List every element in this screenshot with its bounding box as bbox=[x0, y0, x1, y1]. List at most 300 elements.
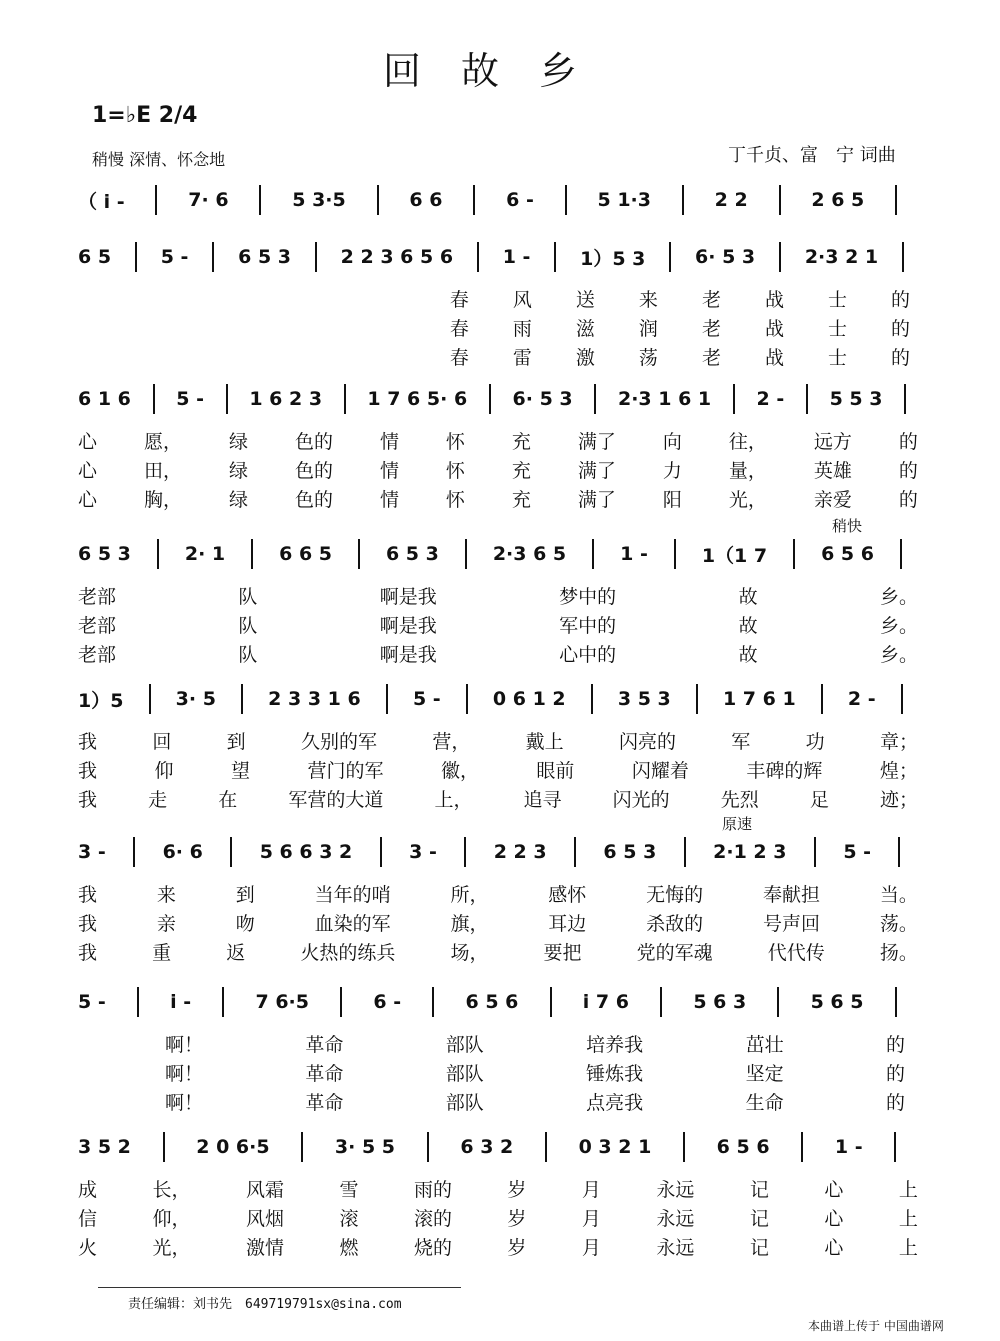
lyric-word: 荡 bbox=[638, 346, 658, 369]
tempo-marking: 稍慢 深情、怀念地 bbox=[92, 150, 226, 169]
lyric-line bbox=[78, 909, 918, 935]
lyric-word: 眼前 bbox=[536, 759, 575, 782]
lyric-word: 绿 bbox=[228, 430, 248, 453]
lyric-word: 亲 bbox=[156, 912, 176, 935]
barline bbox=[377, 185, 379, 215]
upload-credit: 本曲谱上传于 中国曲谱网 bbox=[808, 1319, 944, 1333]
measure: 6· 5 3 bbox=[512, 388, 573, 410]
lyric-word: 色的 bbox=[294, 488, 333, 511]
lyric-word: 岁 bbox=[507, 1207, 527, 1230]
lyric-word: 我 bbox=[78, 941, 98, 964]
barline bbox=[133, 837, 135, 867]
lyric-word: 久别的军 bbox=[300, 730, 377, 753]
lyric-word: 老部 bbox=[78, 643, 117, 666]
lyric-word: 闪光的 bbox=[612, 788, 670, 811]
measure: 5 5 3 bbox=[829, 388, 883, 410]
lyric-word: 足 bbox=[809, 788, 829, 811]
lyric-line bbox=[78, 727, 918, 753]
lyric-word: 故 bbox=[738, 643, 758, 666]
lyric-line bbox=[449, 314, 910, 340]
lyric-word: 战 bbox=[764, 288, 784, 311]
measure: 5 - bbox=[412, 688, 441, 710]
barline bbox=[660, 987, 662, 1017]
lyric-word: 战 bbox=[764, 346, 784, 369]
lyric-word: 雪 bbox=[339, 1178, 359, 1201]
lyric-line bbox=[78, 1204, 918, 1230]
lyric-word: 心 bbox=[824, 1236, 844, 1259]
barline bbox=[155, 185, 157, 215]
lyric-word: 锤炼我 bbox=[586, 1062, 644, 1085]
lyric-word: 点亮我 bbox=[586, 1091, 644, 1114]
measure: 1 7 6 1 bbox=[722, 688, 796, 710]
lyric-word: 徽， bbox=[440, 759, 479, 782]
lyric-word: 胸， bbox=[143, 488, 182, 511]
lyric-line bbox=[449, 343, 910, 369]
barline bbox=[477, 242, 479, 272]
measure: i - bbox=[170, 991, 192, 1013]
measure: 2 0 6·5 bbox=[196, 1136, 270, 1158]
lyric-word: 情 bbox=[379, 459, 399, 482]
score-row bbox=[0, 1130, 1000, 1259]
measure: 6 - bbox=[506, 189, 534, 211]
lyric-word: 的 bbox=[890, 346, 910, 369]
measure: 6 6 5 bbox=[279, 543, 332, 565]
barline bbox=[779, 242, 781, 272]
lyric-word: 啊是我 bbox=[379, 585, 437, 608]
lyric-line bbox=[78, 640, 918, 666]
barline bbox=[574, 837, 576, 867]
measure: 2 - bbox=[756, 388, 785, 410]
measure: 2·1 2 3 bbox=[713, 841, 787, 863]
lyric-word: 到 bbox=[226, 730, 246, 753]
lyric-word: 烧的 bbox=[413, 1236, 452, 1259]
page-title: 回故乡 bbox=[382, 49, 617, 93]
barline bbox=[901, 684, 903, 714]
lyric-word: 愿， bbox=[143, 430, 182, 453]
barline bbox=[591, 684, 593, 714]
footer-divider bbox=[98, 1287, 461, 1288]
lyric-word: 生命 bbox=[745, 1091, 784, 1114]
lyric-word: 充 bbox=[511, 459, 531, 482]
lyric-word: 杀敌的 bbox=[646, 912, 704, 935]
barline bbox=[902, 242, 904, 272]
lyric-line bbox=[78, 582, 918, 608]
measure: 1 - bbox=[834, 1136, 863, 1158]
barline bbox=[682, 185, 684, 215]
lyric-word: 来 bbox=[638, 288, 658, 311]
barline bbox=[135, 242, 137, 272]
lyric-line bbox=[449, 285, 910, 311]
lyric-word: 啊！ bbox=[165, 1091, 204, 1114]
lyric-word: 怀 bbox=[445, 488, 465, 511]
lyric-word: 的 bbox=[890, 317, 910, 340]
measure: 1 7 6 5· 6 bbox=[367, 388, 468, 410]
lyric-word: 雨 bbox=[512, 317, 532, 340]
lyric-word: 返 bbox=[226, 941, 246, 964]
barline bbox=[696, 684, 698, 714]
lyric-word: 队 bbox=[238, 585, 258, 608]
lyric-word: 啊！ bbox=[165, 1033, 204, 1056]
lyric-word: 章； bbox=[879, 730, 918, 753]
lyric-word: 我 bbox=[78, 788, 98, 811]
lyric-word: 来 bbox=[156, 883, 176, 906]
lyric-word: 月 bbox=[581, 1178, 601, 1201]
lyric-word: 岁 bbox=[507, 1178, 527, 1201]
lyric-line bbox=[78, 427, 918, 453]
barline bbox=[380, 837, 382, 867]
lyric-word: 火热的练兵 bbox=[300, 941, 396, 964]
measure: 3 5 3 bbox=[617, 688, 671, 710]
lyric-word: 老部 bbox=[78, 614, 117, 637]
lyric-word: 先烈 bbox=[720, 788, 759, 811]
barline bbox=[684, 837, 686, 867]
lyric-word: 追寻 bbox=[523, 788, 562, 811]
lyric-word: 心 bbox=[78, 459, 98, 482]
lyric-word: 上， bbox=[434, 788, 473, 811]
barline bbox=[386, 684, 388, 714]
measure: 6 5 3 bbox=[238, 246, 291, 268]
lyric-line bbox=[165, 1059, 905, 1085]
lyric-line bbox=[78, 456, 918, 482]
lyric-word: 部队 bbox=[445, 1062, 484, 1085]
measure: 2·3 6 5 bbox=[492, 543, 567, 565]
measure: 2 2 3 bbox=[493, 841, 547, 863]
lyric-word: 田， bbox=[143, 459, 182, 482]
measure: 5 6 5 bbox=[810, 991, 864, 1013]
lyric-word: 啊是我 bbox=[379, 643, 437, 666]
lyric-word: 当。 bbox=[879, 883, 918, 906]
lyric-word: 信 bbox=[78, 1207, 98, 1230]
editor-credit: 责任编辑：刘书先 649719791sx@sina.com bbox=[128, 1297, 402, 1312]
barline bbox=[473, 185, 475, 215]
lyric-word: 重 bbox=[152, 941, 172, 964]
measure: 2 - bbox=[847, 688, 876, 710]
lyric-line bbox=[165, 1030, 905, 1056]
lyric-word: 军 bbox=[731, 730, 751, 753]
lyric-word: 记 bbox=[749, 1236, 769, 1259]
notation-line bbox=[78, 183, 928, 217]
lyric-word: 我 bbox=[78, 912, 98, 935]
measure: 2·3 2 1 bbox=[804, 246, 879, 268]
barline bbox=[894, 1132, 896, 1162]
lyric-word: 色的 bbox=[294, 430, 333, 453]
barline bbox=[683, 1132, 685, 1162]
lyric-word: 绿 bbox=[228, 488, 248, 511]
lyric-word: 革命 bbox=[305, 1091, 344, 1114]
measure: 6 5 bbox=[78, 246, 112, 268]
lyric-word: 我 bbox=[78, 730, 98, 753]
lyric-word: 仰， bbox=[152, 1207, 191, 1230]
tempo-change: 原速 bbox=[722, 815, 753, 833]
lyric-word: 滋 bbox=[575, 317, 595, 340]
score-row bbox=[0, 240, 1000, 369]
lyric-word: 心 bbox=[78, 488, 98, 511]
barline bbox=[565, 185, 567, 215]
lyric-word: 火 bbox=[78, 1236, 98, 1259]
barline bbox=[900, 539, 902, 569]
notation-line bbox=[78, 1130, 928, 1164]
barline bbox=[226, 384, 228, 414]
lyric-word: 上 bbox=[898, 1178, 918, 1201]
lyric-word: 月 bbox=[581, 1236, 601, 1259]
barline bbox=[674, 539, 676, 569]
barline bbox=[821, 684, 823, 714]
measure: 3· 5 bbox=[175, 688, 216, 710]
measure: 2 2 3 6 5 6 bbox=[340, 246, 454, 268]
measure: 1）5 bbox=[78, 689, 124, 712]
notation-line bbox=[78, 835, 928, 869]
barline bbox=[251, 539, 253, 569]
lyric-word: 耳边 bbox=[548, 912, 587, 935]
lyric-word: 记 bbox=[749, 1207, 769, 1230]
lyric-word: 润 bbox=[638, 317, 658, 340]
barline bbox=[241, 684, 243, 714]
lyric-word: 成 bbox=[78, 1178, 98, 1201]
measure: 0 3 2 1 bbox=[578, 1136, 652, 1158]
lyric-word: 闪耀着 bbox=[631, 759, 689, 782]
lyric-word: 啊是我 bbox=[379, 614, 437, 637]
lyric-word: 党的军魂 bbox=[636, 941, 713, 964]
notation-line bbox=[78, 985, 928, 1019]
barline bbox=[777, 987, 779, 1017]
lyric-word: 我 bbox=[78, 883, 98, 906]
measure: 3 - bbox=[409, 841, 437, 863]
barline bbox=[427, 1132, 429, 1162]
lyric-word: 心 bbox=[78, 430, 98, 453]
lyric-word: 代代传 bbox=[767, 941, 825, 964]
measure: 2 6 5 bbox=[811, 189, 865, 211]
lyric-word: 风霜 bbox=[245, 1178, 284, 1201]
barline bbox=[153, 384, 155, 414]
measure: 6 5 3 bbox=[603, 841, 657, 863]
lyric-word: 战 bbox=[764, 317, 784, 340]
lyric-word: 老 bbox=[701, 317, 721, 340]
barline bbox=[806, 384, 808, 414]
lyric-line bbox=[165, 1088, 905, 1114]
barline bbox=[344, 384, 346, 414]
barline bbox=[149, 684, 151, 714]
lyric-word: 雷 bbox=[512, 346, 532, 369]
lyric-word: 情 bbox=[379, 430, 399, 453]
lyric-word: 量， bbox=[728, 459, 767, 482]
lyric-word: 的 bbox=[885, 1091, 905, 1114]
measure: 6· 5 3 bbox=[695, 246, 756, 268]
lyric-word: 要把 bbox=[543, 941, 582, 964]
measure: 5 - bbox=[160, 246, 189, 268]
lyric-word: 永远 bbox=[656, 1207, 695, 1230]
lyric-word: 旗， bbox=[450, 912, 489, 935]
measure: 1 - bbox=[502, 246, 531, 268]
lyric-word: 营门的军 bbox=[307, 759, 384, 782]
lyric-word: 军中的 bbox=[559, 614, 617, 637]
lyric-word: 煌； bbox=[879, 759, 918, 782]
lyric-word: 功 bbox=[805, 730, 825, 753]
lyric-word: 亲爱 bbox=[813, 488, 852, 511]
lyric-word: 乡。 bbox=[879, 614, 918, 637]
lyric-word: 的 bbox=[898, 459, 918, 482]
lyric-word: 送 bbox=[575, 288, 595, 311]
lyric-word: 心中的 bbox=[559, 643, 617, 666]
lyric-word: 奉献担 bbox=[763, 883, 821, 906]
measure: 5 1·3 bbox=[597, 189, 651, 211]
lyric-word: 往， bbox=[728, 430, 767, 453]
lyric-word: 故 bbox=[738, 585, 758, 608]
score-row bbox=[0, 382, 1000, 511]
lyric-line bbox=[78, 1175, 918, 1201]
barline bbox=[432, 987, 434, 1017]
lyric-word: 扬。 bbox=[879, 941, 918, 964]
lyric-word: 走 bbox=[148, 788, 168, 811]
barline bbox=[779, 185, 781, 215]
lyric-word: 色的 bbox=[294, 459, 333, 482]
measure: 3 - bbox=[78, 841, 106, 863]
barline bbox=[259, 185, 261, 215]
lyric-word: 老 bbox=[701, 346, 721, 369]
lyric-word: 的 bbox=[885, 1033, 905, 1056]
lyric-word: 阳 bbox=[662, 488, 682, 511]
barline bbox=[895, 987, 897, 1017]
barline bbox=[137, 987, 139, 1017]
lyric-word: 士 bbox=[827, 288, 847, 311]
lyric-word: 所， bbox=[450, 883, 489, 906]
lyric-word: 情 bbox=[379, 488, 399, 511]
lyric-word: 血染的军 bbox=[314, 912, 391, 935]
lyric-word: 戴上 bbox=[525, 730, 564, 753]
barline bbox=[545, 1132, 547, 1162]
lyric-line bbox=[78, 485, 918, 511]
lyric-word: 茁壮 bbox=[745, 1033, 784, 1056]
lyric-word: 风烟 bbox=[245, 1207, 284, 1230]
score-row bbox=[0, 815, 1000, 964]
measure: 7· 6 bbox=[188, 189, 229, 211]
measure: 6· 6 bbox=[162, 841, 203, 863]
lyric-word: 滚的 bbox=[413, 1207, 452, 1230]
lyric-word: 队 bbox=[238, 614, 258, 637]
barline bbox=[212, 242, 214, 272]
notation-line bbox=[78, 240, 928, 274]
barline bbox=[550, 987, 552, 1017]
lyric-word: 怀 bbox=[445, 430, 465, 453]
measure: 6 5 3 bbox=[385, 543, 439, 565]
lyric-word: 光， bbox=[152, 1236, 191, 1259]
lyric-word: 满了 bbox=[577, 459, 616, 482]
measure: 6 6 bbox=[409, 189, 443, 211]
measure: 5 - bbox=[843, 841, 872, 863]
lyric-word: 革命 bbox=[305, 1033, 344, 1056]
lyric-word: 啊！ bbox=[165, 1062, 204, 1085]
barline bbox=[466, 684, 468, 714]
barline bbox=[301, 1132, 303, 1162]
lyric-word: 滚 bbox=[339, 1207, 359, 1230]
lyric-word: 岁 bbox=[507, 1236, 527, 1259]
lyric-word: 的 bbox=[898, 430, 918, 453]
measure: 3 5 2 bbox=[78, 1136, 131, 1158]
lyric-word: 感怀 bbox=[548, 883, 587, 906]
score-row bbox=[0, 682, 1000, 811]
barline bbox=[669, 242, 671, 272]
barline bbox=[163, 1132, 165, 1162]
lyric-word: 吻 bbox=[235, 912, 255, 935]
barline bbox=[554, 242, 556, 272]
barline bbox=[898, 837, 900, 867]
lyric-word: 春 bbox=[449, 346, 469, 369]
measure: 5 - bbox=[78, 991, 106, 1013]
barline bbox=[230, 837, 232, 867]
lyric-word: 绿 bbox=[228, 459, 248, 482]
lyric-word: 上 bbox=[898, 1207, 918, 1230]
lyric-word: 乡。 bbox=[879, 643, 918, 666]
lyric-word: 士 bbox=[827, 317, 847, 340]
notation-line bbox=[78, 682, 928, 716]
lyric-word: 记 bbox=[749, 1178, 769, 1201]
barline bbox=[464, 837, 466, 867]
lyric-word: 心 bbox=[824, 1178, 844, 1201]
measure: （ i - bbox=[78, 190, 125, 213]
lyric-word: 满了 bbox=[577, 430, 616, 453]
lyric-word: 月 bbox=[581, 1207, 601, 1230]
lyric-word: 在 bbox=[218, 788, 238, 811]
lyric-word: 老 bbox=[701, 288, 721, 311]
key-signature: 1=♭E 2/4 bbox=[92, 103, 198, 128]
measure: 3· 5 5 bbox=[334, 1136, 396, 1158]
lyric-word: 力 bbox=[662, 459, 682, 482]
measure: 1 - bbox=[620, 543, 648, 565]
measure: 5 3·5 bbox=[292, 189, 346, 211]
lyric-line bbox=[78, 938, 918, 964]
lyric-word: 长， bbox=[152, 1178, 191, 1201]
barline bbox=[465, 539, 467, 569]
lyric-word: 乡。 bbox=[879, 585, 918, 608]
lyric-word: 无悔的 bbox=[646, 883, 704, 906]
measure: 6 5 6 bbox=[465, 991, 519, 1013]
composer-credit: 丁千贞、富 宁 词曲 bbox=[728, 145, 896, 166]
lyric-line bbox=[78, 756, 918, 782]
lyric-word: 部队 bbox=[445, 1091, 484, 1114]
lyric-word: 荡。 bbox=[879, 912, 918, 935]
measure: 2·3 1 6 1 bbox=[617, 388, 712, 410]
lyric-word: 望 bbox=[230, 759, 250, 782]
barline bbox=[895, 185, 897, 215]
lyric-line bbox=[78, 880, 918, 906]
lyric-word: 仰 bbox=[154, 759, 174, 782]
barline bbox=[733, 384, 735, 414]
lyric-word: 的 bbox=[885, 1062, 905, 1085]
lyric-word: 故 bbox=[738, 614, 758, 637]
lyric-word: 永远 bbox=[656, 1178, 695, 1201]
lyric-word: 士 bbox=[827, 346, 847, 369]
lyric-word: 远方 bbox=[813, 430, 852, 453]
barline bbox=[315, 242, 317, 272]
barline bbox=[814, 837, 816, 867]
measure: 2 3 3 1 6 bbox=[268, 688, 361, 710]
lyric-word: 满了 bbox=[577, 488, 616, 511]
barline bbox=[801, 1132, 803, 1162]
notation-line bbox=[78, 382, 928, 416]
score-row bbox=[0, 517, 1000, 666]
barline bbox=[222, 987, 224, 1017]
lyric-word: 怀 bbox=[445, 459, 465, 482]
lyric-word: 激情 bbox=[245, 1236, 284, 1259]
lyric-word: 心 bbox=[824, 1207, 844, 1230]
lyric-word: 坚定 bbox=[745, 1062, 784, 1085]
barline bbox=[594, 384, 596, 414]
lyric-word: 场， bbox=[450, 941, 489, 964]
barline bbox=[489, 384, 491, 414]
lyric-word: 春 bbox=[449, 288, 469, 311]
measure: 6 5 6 bbox=[821, 543, 874, 565]
lyric-word: 激 bbox=[575, 346, 595, 369]
lyric-word: 燃 bbox=[339, 1236, 359, 1259]
